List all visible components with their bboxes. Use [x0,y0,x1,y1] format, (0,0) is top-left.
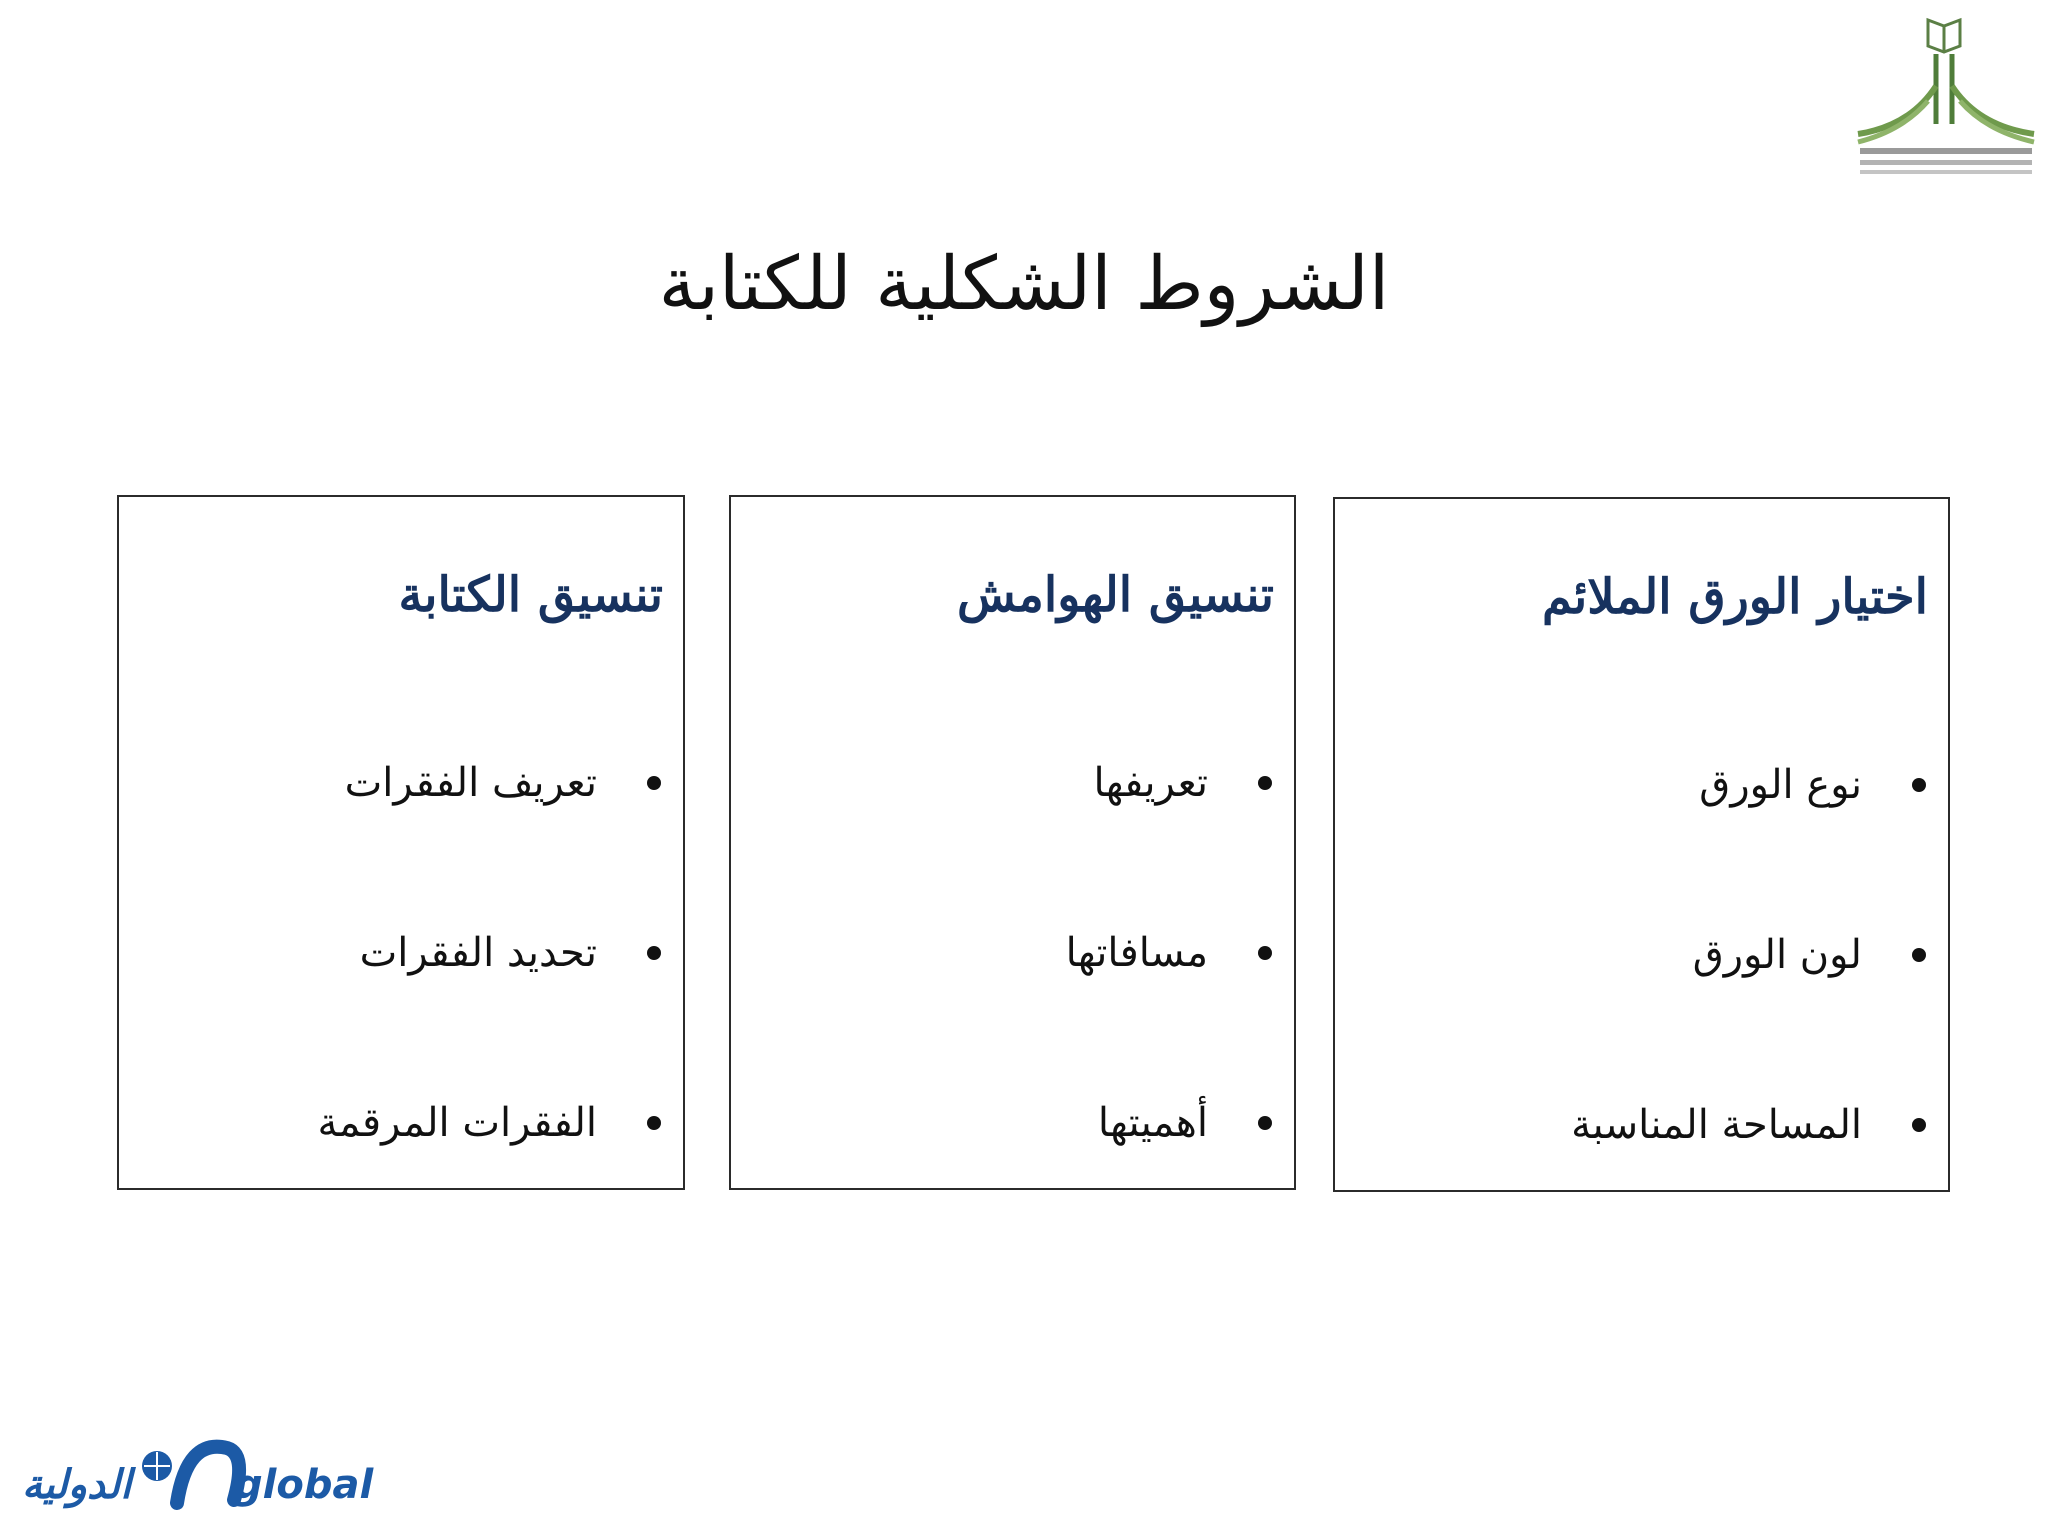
list-item [1571,1101,1926,1149]
list-item-text: لون الورق [1692,932,1862,978]
list-item [1098,1099,1272,1147]
university-logo-icon [1850,6,2040,180]
box-heading: تنسيق الهوامش [956,567,1274,623]
bullet-icon [1912,948,1926,962]
list-item-text: تعريفها [1093,760,1208,806]
list-item-text: مسافاتها [1065,930,1208,976]
slide-title: الشروط الشكلية للكتابة [658,241,1390,327]
list-item-text: تحديد الفقرات [359,930,597,976]
box-paper-selection [1333,497,1950,1192]
box-heading: تنسيق الكتابة [398,567,663,623]
list-item-text: المساحة المناسبة [1571,1102,1862,1148]
list-item [1699,761,1926,809]
global-logo-latin-text: global [234,1462,374,1508]
list-item [317,1099,661,1147]
bullet-icon [647,1116,661,1130]
list-item-text: الفقرات المرقمة [317,1100,597,1146]
list-item-text: نوع الورق [1699,762,1862,808]
bullet-icon [1912,1118,1926,1132]
bullet-icon [647,776,661,790]
list-item [1693,931,1926,979]
box-heading: اختيار الورق الملائم [1541,569,1928,625]
list-item [345,759,661,807]
bullet-icon [1258,1116,1272,1130]
box-writing-formatting [117,495,685,1190]
list-item [360,929,661,977]
bullet-icon [1258,776,1272,790]
global-logo-icon [22,1428,374,1518]
global-logo-arabic-text: الدولية [22,1462,132,1508]
bullet-icon [1912,778,1926,792]
bullet-icon [1258,946,1272,960]
university-logo [1850,6,2040,180]
box-margins-formatting [729,495,1296,1190]
list-item-text: أهميتها [1097,1100,1208,1146]
list-item [1066,929,1272,977]
list-item-text: تعريف الفقرات [344,760,597,806]
global-logo [22,1428,374,1518]
list-item [1094,759,1273,807]
bullet-icon [647,946,661,960]
